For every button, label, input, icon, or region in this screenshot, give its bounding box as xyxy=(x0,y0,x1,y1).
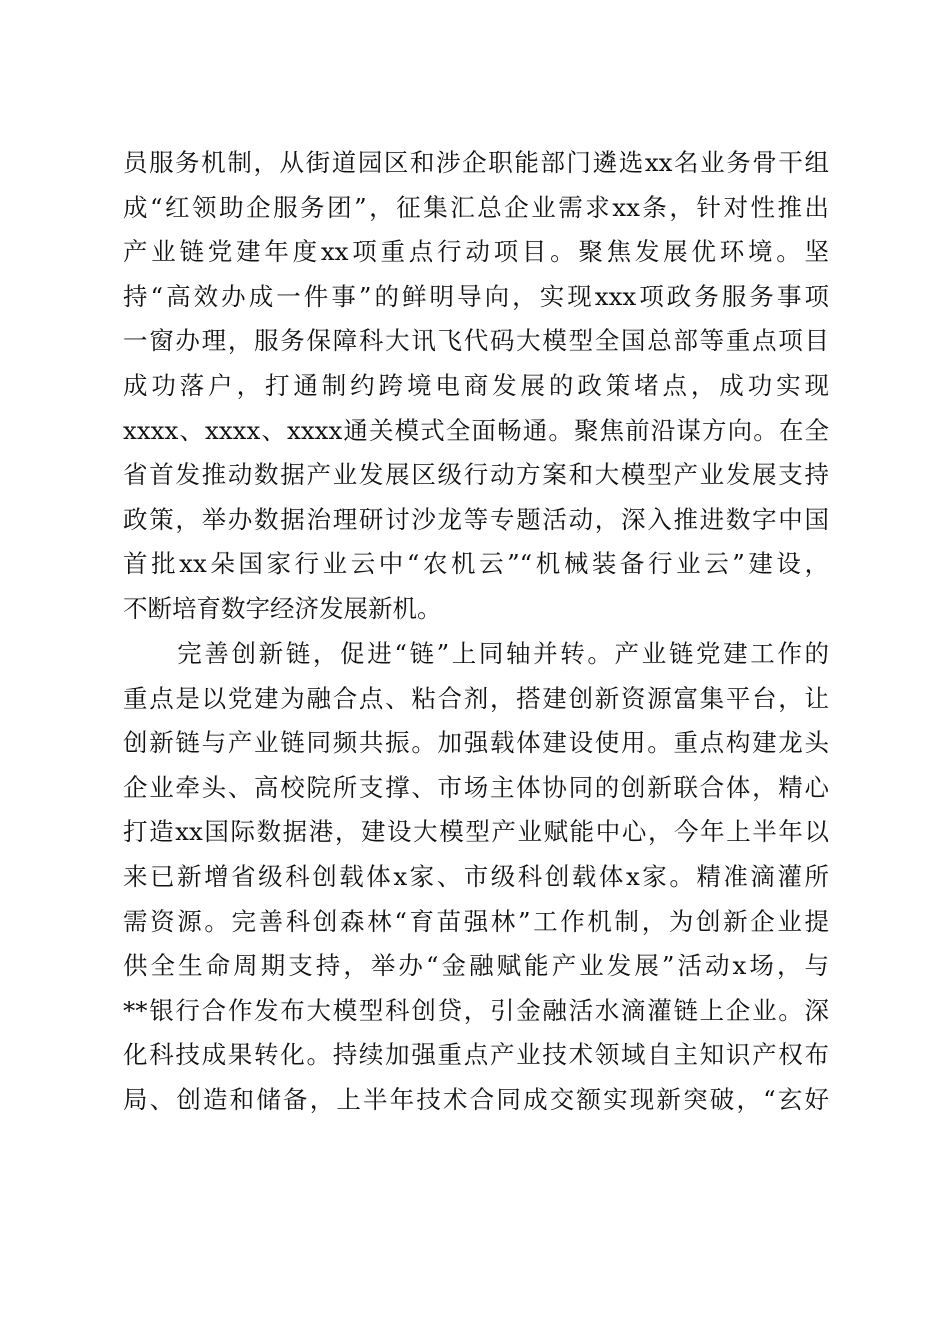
text-line: 产业链党建年度xx项重点行动项目。聚焦发展优环境。坚 xyxy=(123,237,829,267)
paragraph-2 xyxy=(123,632,829,1123)
text-line: 省首发推动数据产业发展区级行动方案和大模型产业发展支持 xyxy=(123,460,829,490)
text-line: 供全生命周期支持，举办“金融赋能产业发展”活动x场，与 xyxy=(123,951,829,981)
paragraph-1 xyxy=(123,141,829,632)
text-line: 员服务机制，从街道园区和涉企职能部门遴选xx名业务骨干组 xyxy=(123,148,829,177)
text-line: 重点是以党建为融合点、粘合剂，搭建创新资源富集平台，让 xyxy=(123,683,829,713)
text-line: 成功落户，打通制约跨境电商发展的政策堵点，成功实现 xyxy=(123,370,829,400)
text-line: 政策，举办数据治理研讨沙龙等专题活动，深入推进数字中国 xyxy=(123,504,829,534)
text-line: 一窗办理，服务保障科大讯飞代码大模型全国总部等重点项目 xyxy=(123,326,829,356)
text-line: 首批xx朵国家行业云中“农机云”“机械装备行业云”建设， xyxy=(123,549,829,579)
text-line: 持“高效办成一件事”的鲜明导向，实现xxx项政务服务事项 xyxy=(123,281,829,311)
text-line: 化科技成果转化。持续加强重点产业技术领域自主知识产权布 xyxy=(123,1040,829,1070)
text-line: 完善创新链，促进“链”上同轴并转。产业链党建工作的 xyxy=(123,639,829,668)
text-line: 来已新增省级科创载体x家、市级科创载体x家。精准滴灌所 xyxy=(123,861,829,891)
text-line: 成“红领助企服务团”，征集汇总企业需求xx条，针对性推出 xyxy=(123,192,829,222)
text-line: **银行合作发布大模型科创贷，引金融活水滴灌链上企业。深 xyxy=(123,995,829,1025)
text-line: 需资源。完善科创森林“育苗强林”工作机制，为创新企业提 xyxy=(123,906,829,936)
text-line: 创新链与产业链同频共振。加强载体建设使用。重点构建龙头 xyxy=(123,728,829,758)
text-line: 不断培育数字经济发展新机。 xyxy=(123,593,442,623)
text-line: 企业牵头、高校院所支撑、市场主体协同的创新联合体，精心 xyxy=(123,772,829,802)
text-line: xxxx、xxxx、xxxx通关模式全面畅通。聚焦前沿谋方向。在全 xyxy=(123,415,829,445)
text-line: 局、创造和储备，上半年技术合同成交额实现新突破，“玄好 xyxy=(123,1084,829,1114)
text-line: 打造xx国际数据港，建设大模型产业赋能中心，今年上半年以 xyxy=(123,817,829,847)
